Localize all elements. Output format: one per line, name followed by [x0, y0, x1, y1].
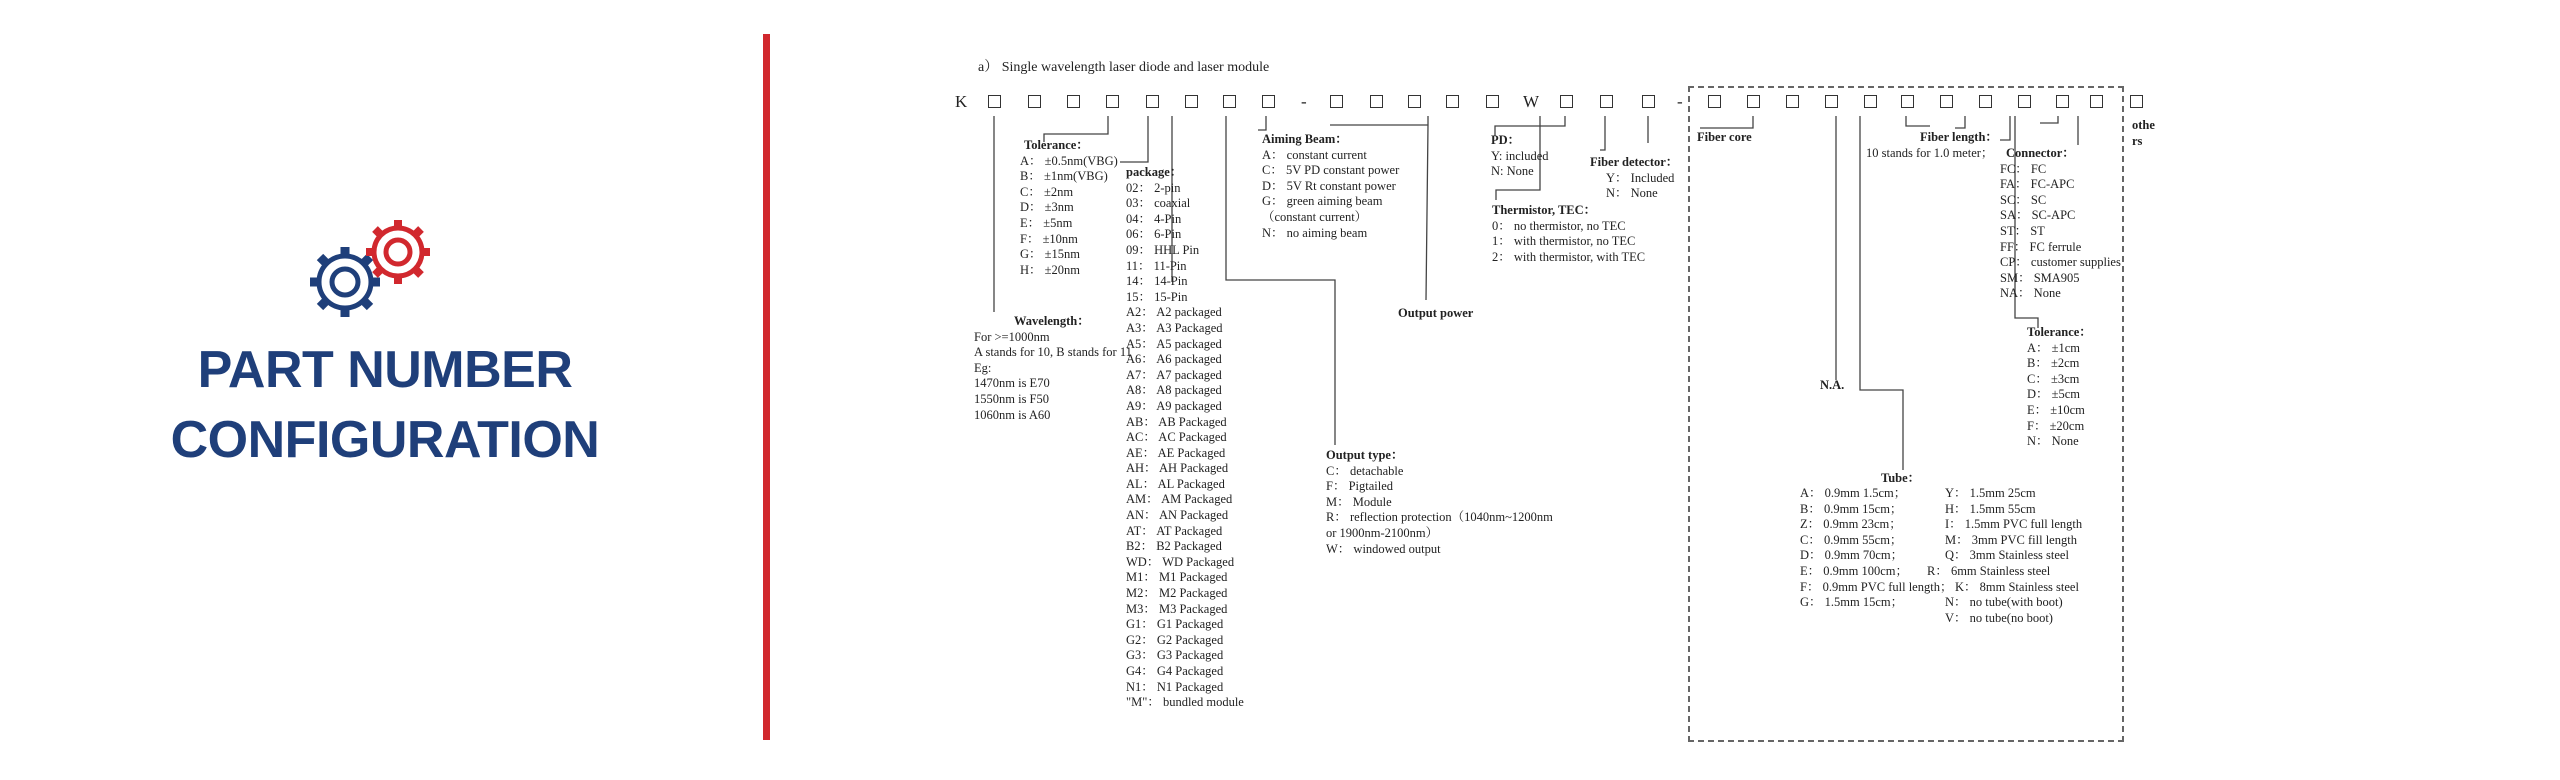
section-title: a） Single wavelength laser diode and laser module [978, 60, 1270, 75]
pd-line: Y: included [1491, 148, 1549, 163]
wavelength-line: A stands for 10, B stands for 11 [974, 345, 1132, 360]
code-box [1446, 95, 1459, 108]
package-line: 06： 6-Pin [1126, 227, 1182, 242]
connector-heading: Connector： [2006, 146, 2075, 160]
page-title [165, 335, 605, 475]
fiber-core-heading: Fiber core [1697, 130, 1752, 144]
accent-divider [763, 34, 770, 740]
package-line: M3： M3 Packaged [1126, 601, 1228, 616]
fiber-detector-heading: Fiber detector： [1590, 155, 1679, 169]
tolerance-length-heading: Tolerance： [2027, 325, 2092, 339]
tube-line: N： no tube(with boot) [1945, 595, 2063, 610]
package-heading: package： [1126, 165, 1183, 179]
aiming-beam-heading: Aiming Beam： [1262, 132, 1348, 146]
package-line: 04： 4-Pin [1126, 211, 1182, 226]
tube-line: G： 1.5mm 15cm； [1800, 595, 1904, 610]
tube-line: R： 6mm Stainless steel [1927, 563, 2051, 578]
code-box [1262, 95, 1275, 108]
wavelength-line: 1060nm is A60 [974, 407, 1051, 422]
connector-line: SA： SC-APC [2000, 208, 2076, 223]
tube-col-1 [1800, 486, 1952, 611]
package-line: 14： 14-Pin [1126, 274, 1188, 289]
output-power-heading: Output power [1398, 306, 1474, 320]
wavelength-line: 1550nm is F50 [974, 391, 1050, 406]
tube-line: D： 0.9mm 70cm； [1800, 548, 1904, 563]
others-line: othe [2132, 118, 2155, 132]
wavelength-heading: Wavelength： [1014, 314, 1090, 328]
package-line: 09： HHL Pin [1126, 242, 1200, 257]
thermistor-line: 0： no thermistor, no TEC [1492, 218, 1626, 233]
connector-line: NA： None [2000, 286, 2061, 301]
output-type-line: M： Module [1326, 494, 1392, 509]
wavelength-line: For >=1000nm [974, 329, 1050, 344]
pd-block [1491, 133, 1549, 180]
output-type-line: or 1900nm-2100nm） [1326, 525, 1439, 540]
code-dash: - [1301, 92, 1307, 111]
tube-line: Y： 1.5mm 25cm [1945, 486, 2036, 500]
tolerance-line: G： ±15nm [1020, 247, 1080, 262]
tube-line: Z： 0.9mm 23cm； [1800, 517, 1902, 532]
connector-line: SC： SC [2000, 192, 2047, 207]
output-type-block [1326, 448, 1553, 557]
pd-heading: PD： [1491, 133, 1521, 147]
fiber-length-note: 10 stands for 1.0 meter； [1866, 146, 1994, 160]
output-type-line: W： windowed output [1326, 541, 1441, 556]
part-number-diagram [940, 50, 2170, 740]
pd-line: N: None [1491, 164, 1534, 179]
package-line: AM： AM Packaged [1126, 492, 1233, 507]
package-line: AB： AB Packaged [1126, 414, 1227, 429]
output-type-line: C： detachable [1326, 463, 1404, 478]
tolerance-line: H： ±20nm [1020, 262, 1080, 277]
connector-block [2000, 146, 2121, 302]
tolerance-heading: Tolerance： [1024, 138, 1089, 152]
package-line: A9： A9 packaged [1126, 398, 1222, 413]
package-line: M1： M1 Packaged [1126, 570, 1228, 585]
title-line-2: CONFIGURATION [170, 411, 600, 469]
tolerance-length-line: A： ±1cm [2027, 340, 2081, 355]
connector-line: FA： FC-APC [2000, 177, 2075, 192]
aiming-beam-line: （constant current） [1262, 209, 1368, 224]
tolerance-length-line: N： None [2027, 434, 2079, 449]
code-dash: - [1677, 92, 1683, 111]
tolerance-length-line: B： ±2cm [2027, 356, 2080, 371]
package-line: AC： AC Packaged [1126, 430, 1227, 445]
code-box [1330, 95, 1343, 108]
package-line: N1： N1 Packaged [1126, 679, 1224, 694]
thermistor-line: 2： with thermistor, with TEC [1492, 249, 1646, 264]
code-box [1185, 95, 1198, 108]
code-prefix: K [955, 92, 968, 111]
aiming-beam-line: D： 5V Rt constant power [1262, 178, 1396, 193]
thermistor-block [1492, 203, 1645, 265]
code-box [1370, 95, 1383, 108]
package-line: AE： AE Packaged [1126, 445, 1226, 460]
code-box [1028, 95, 1041, 108]
connector-line: FC： FC [2000, 161, 2047, 176]
tolerance-line: C： ±2nm [1020, 184, 1074, 199]
tube-col-2 [1927, 486, 2083, 626]
package-line: A7： A7 packaged [1126, 367, 1222, 382]
tolerance-line: F： ±10nm [1020, 231, 1078, 246]
code-box [1642, 95, 1655, 108]
package-line: AT： AT Packaged [1126, 523, 1223, 538]
title-line-1: PART NUMBER [197, 341, 573, 399]
thermistor-heading: Thermistor, TEC： [1492, 203, 1597, 217]
tolerance-length-line: F： ±20cm [2027, 418, 2085, 433]
package-line: G4： G4 Packaged [1126, 664, 1224, 678]
tolerance-length-line: D： ±5cm [2027, 387, 2081, 402]
package-line: 11： 11-Pin [1126, 258, 1187, 273]
code-box [1067, 95, 1080, 108]
package-line: AN： AN Packaged [1126, 508, 1229, 523]
thermistor-line: 1： with thermistor, no TEC [1492, 234, 1636, 249]
wavelength-line: Eg: [974, 360, 992, 375]
tolerance-length-line: C： ±3cm [2027, 371, 2080, 386]
tube-line: H： 1.5mm 55cm [1945, 501, 2036, 516]
code-box [1146, 95, 1159, 108]
package-line: A3： A3 Packaged [1126, 320, 1223, 335]
tube-line: V： no tube(no boot) [1945, 610, 2053, 625]
tube-line: Q： 3mm Stainless steel [1945, 548, 2069, 563]
package-line: B2： B2 Packaged [1126, 539, 1222, 554]
tolerance-line: E： ±5nm [1020, 215, 1073, 230]
tolerance-line: B： ±1nm(VBG) [1020, 169, 1108, 184]
package-block [1126, 165, 1244, 711]
connector-line: CP： customer supplies [2000, 255, 2121, 270]
package-line: A8： A8 packaged [1126, 383, 1222, 398]
tube-line: M： 3mm PVC fill length [1945, 532, 2077, 547]
output-type-line: R： reflection protection（1040nm~1200nm [1326, 510, 1553, 525]
output-type-line: F： Pigtailed [1326, 479, 1394, 494]
package-line: "M"： bundled module [1126, 695, 1244, 710]
tube-line: F： 0.9mm PVC full length； [1800, 579, 1953, 594]
package-line: AH： AH Packaged [1126, 461, 1229, 476]
fiber-detector-line: Y： Included [1606, 170, 1675, 185]
package-line: G3： G3 Packaged [1126, 648, 1224, 663]
na-heading: N.A. [1820, 378, 1845, 392]
aiming-beam-block [1262, 132, 1399, 241]
fiber-detector-block [1588, 155, 1678, 202]
output-type-heading: Output type： [1326, 448, 1404, 462]
others-label [2132, 118, 2155, 149]
aiming-beam-line: G： green aiming beam [1262, 194, 1383, 209]
tube-line: C： 0.9mm 55cm； [1800, 532, 1903, 547]
gears-icon [300, 210, 440, 330]
tolerance-line: A： ±0.5nm(VBG) [1020, 153, 1118, 168]
tube-line: B： 0.9mm 15cm； [1800, 501, 1903, 516]
tolerance-line: D： ±3nm [1020, 200, 1074, 215]
connector-line: FF： FC ferrule [2000, 239, 2082, 254]
package-line: A2： A2 packaged [1126, 305, 1222, 320]
code-box [988, 95, 1001, 108]
aiming-beam-line: A： constant current [1262, 147, 1367, 162]
tolerance-block [1020, 138, 1118, 278]
package-line: A6： A6 packaged [1126, 352, 1222, 367]
code-w: W [1523, 92, 1540, 111]
wavelength-block [974, 314, 1132, 423]
code-box [1106, 95, 1119, 108]
tolerance-length-line: E： ±10cm [2027, 402, 2085, 417]
tube-line: K： 8mm Stainless steel [1955, 579, 2079, 594]
package-line: A5： A5 packaged [1126, 336, 1222, 351]
package-line: 15： 15-Pin [1126, 289, 1188, 304]
code-box [2130, 95, 2143, 108]
package-line: M2： M2 Packaged [1126, 586, 1228, 601]
package-line: AL： AL Packaged [1126, 476, 1225, 491]
aiming-beam-line: N： no aiming beam [1262, 225, 1368, 240]
tube-heading: Tube： [1881, 471, 1921, 485]
code-box [1223, 95, 1236, 108]
code-box [1560, 95, 1573, 108]
tube-line: I： 1.5mm PVC full length [1945, 517, 2083, 532]
connector-line: ST： ST [2000, 223, 2045, 238]
wavelength-line: 1470nm is E70 [974, 376, 1050, 391]
tolerance-length-block [2027, 325, 2092, 450]
connector-line: SM： SMA905 [2000, 270, 2080, 285]
code-box [1600, 95, 1613, 108]
tube-line: A： 0.9mm 1.5cm； [1800, 486, 1907, 500]
code-box [1408, 95, 1421, 108]
fiber-detector-line: N： None [1606, 186, 1658, 201]
code-box [1486, 95, 1499, 108]
tube-line: E： 0.9mm 100cm； [1800, 563, 1908, 578]
aiming-beam-line: C： 5V PD constant power [1262, 163, 1400, 178]
fiber-length-heading: Fiber length： [1920, 130, 1998, 144]
package-line: G1： G1 Packaged [1126, 617, 1224, 632]
package-line: 02： 2-pin [1126, 180, 1181, 195]
package-line: WD： WD Packaged [1126, 554, 1235, 569]
package-line: G2： G2 Packaged [1126, 632, 1224, 647]
package-line: 03： coaxial [1126, 196, 1191, 211]
others-line: rs [2132, 133, 2143, 148]
